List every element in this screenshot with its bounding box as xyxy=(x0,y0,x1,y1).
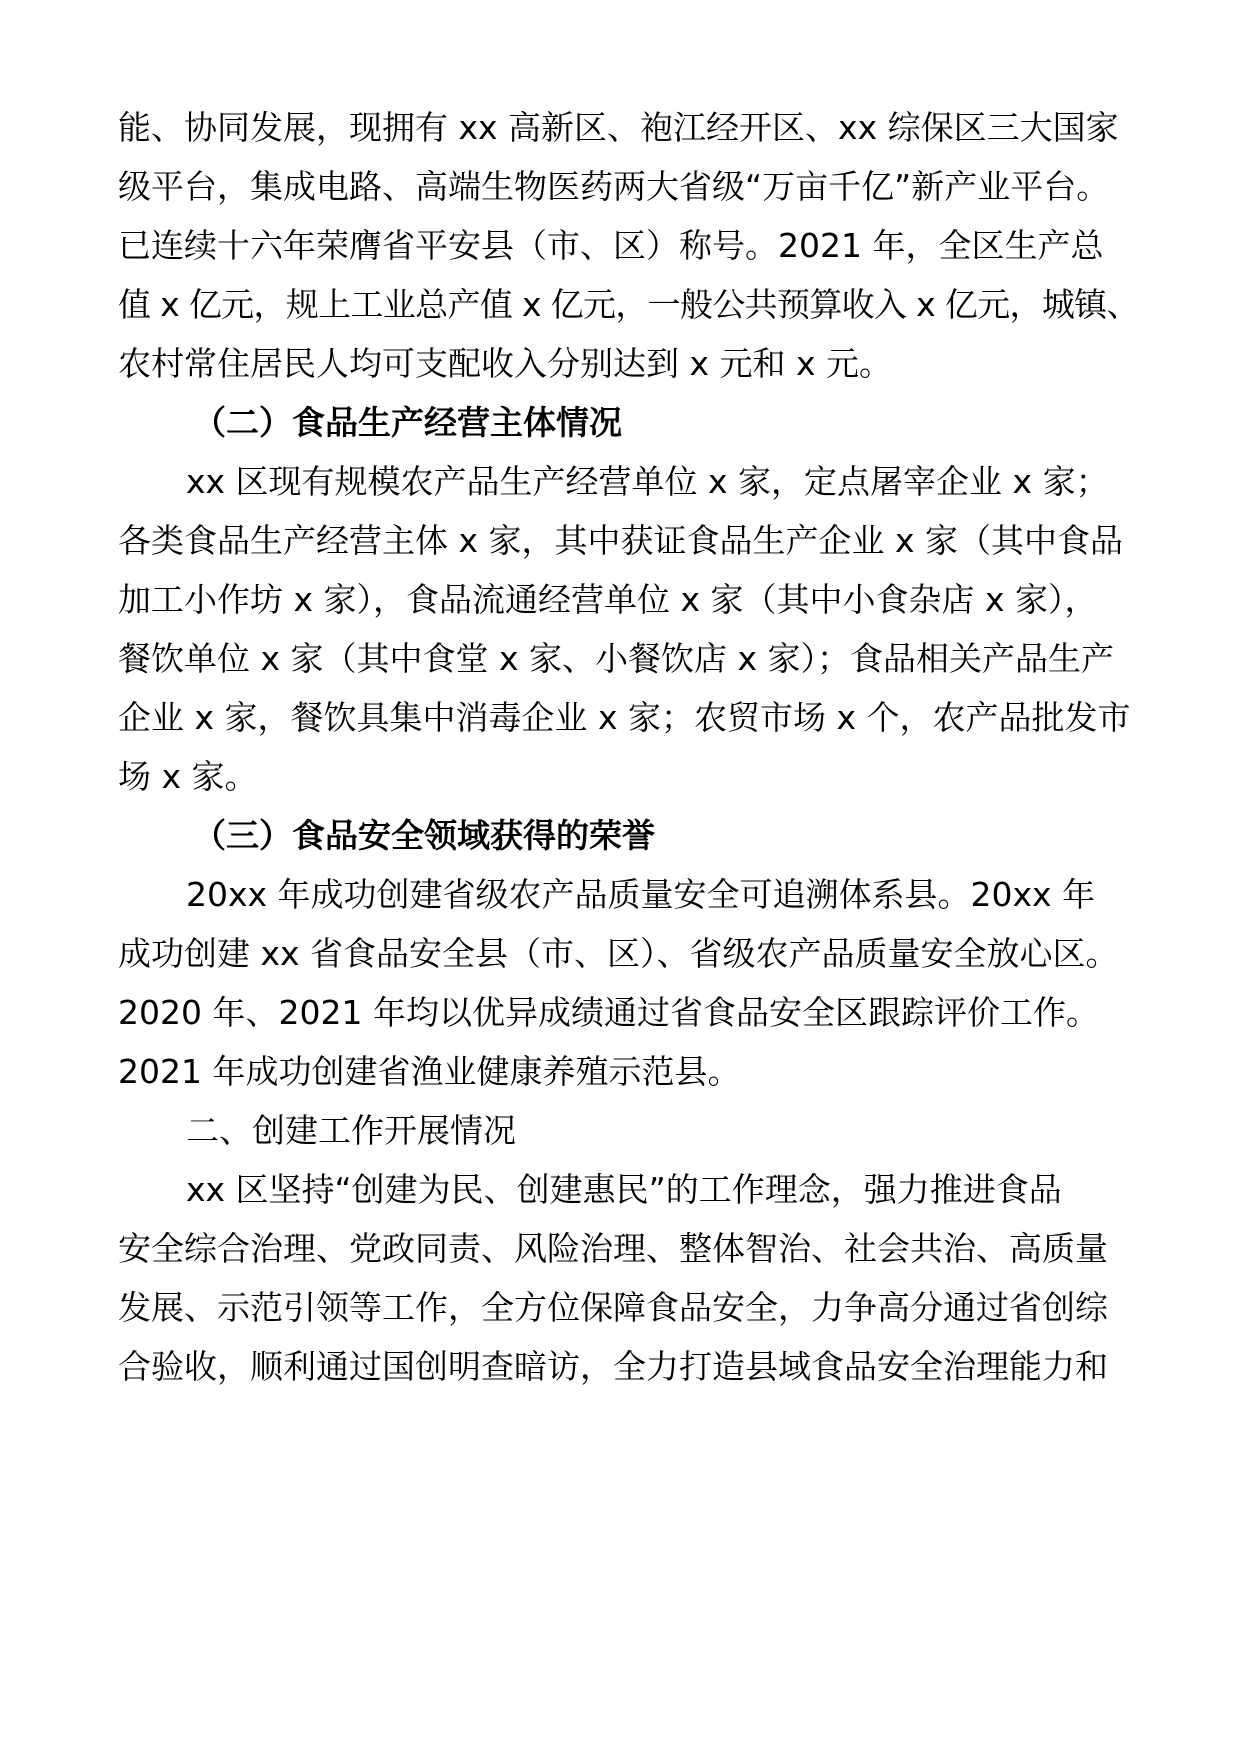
paragraph-line: 安全综合治理、党政同责、风险治理、整体智治、社会共治、高质量 xyxy=(118,1229,1108,1268)
paragraph-line: 20xx 年成功创建省级农产品质量安全可追溯体系县。20xx 年 xyxy=(186,875,1096,914)
section-heading-plain: 二、创建工作开展情况 xyxy=(186,1111,516,1150)
paragraph-line: 2021 年成功创建省渔业健康养殖示范县。 xyxy=(118,1052,741,1091)
paragraph-line: xx 区现有规模农产品生产经营单位 x 家，定点屠宰企业 x 家； xyxy=(186,462,1109,501)
paragraph-line: 值 x 亿元，规上工业总产值 x 亿元，一般公共预算收入 x 亿元，城镇、 xyxy=(118,285,1139,324)
paragraph-line: 加工小作坊 x 家），食品流通经营单位 x 家（其中小食杂店 x 家）， xyxy=(118,580,1098,619)
section-heading: （三）食品安全领域获得的荣誉 xyxy=(193,816,655,855)
section-heading: （二）食品生产经营主体情况 xyxy=(193,403,622,442)
paragraph-line: 成功创建 xx 省食品安全县（市、区）、省级农产品质量安全放心区。 xyxy=(118,934,1119,973)
paragraph-line: 发展、示范引领等工作，全方位保障食品安全，力争高分通过省创综 xyxy=(118,1288,1108,1327)
paragraph-line: 餐饮单位 x 家（其中食堂 x 家、小餐饮店 x 家）；食品相关产品生产 xyxy=(118,639,1115,678)
paragraph-line: 农村常住居民人均可支配收入分别达到 x 元和 x 元。 xyxy=(118,344,893,383)
paragraph-line: 各类食品生产经营主体 x 家，其中获证食品生产企业 x 家（其中食品 xyxy=(118,521,1124,560)
paragraph-line: 企业 x 家，餐饮具集中消毒企业 x 家；农贸市场 x 个，农产品批发市 xyxy=(118,698,1131,737)
paragraph-line: 能、协同发展，现拥有 xx 高新区、袍江经开区、xx 综保区三大国家 xyxy=(118,108,1119,147)
paragraph-line: 已连续十六年荣膺省平安县（市、区）称号。2021 年，全区生产总 xyxy=(118,226,1104,265)
paragraph-line: 2020 年、2021 年均以优异成绩通过省食品安全区跟踪评价工作。 xyxy=(118,993,1099,1032)
paragraph-line: xx 区坚持“创建为民、创建惠民”的工作理念，强力推进食品 xyxy=(186,1170,1062,1209)
paragraph-line: 场 x 家。 xyxy=(118,757,258,796)
paragraph-line: 合验收，顺利通过国创明查暗访，全力打造县域食品安全治理能力和 xyxy=(118,1347,1108,1386)
paragraph-line: 级平台，集成电路、高端生物医药两大省级“万亩千亿”新产业平台。 xyxy=(118,167,1110,206)
